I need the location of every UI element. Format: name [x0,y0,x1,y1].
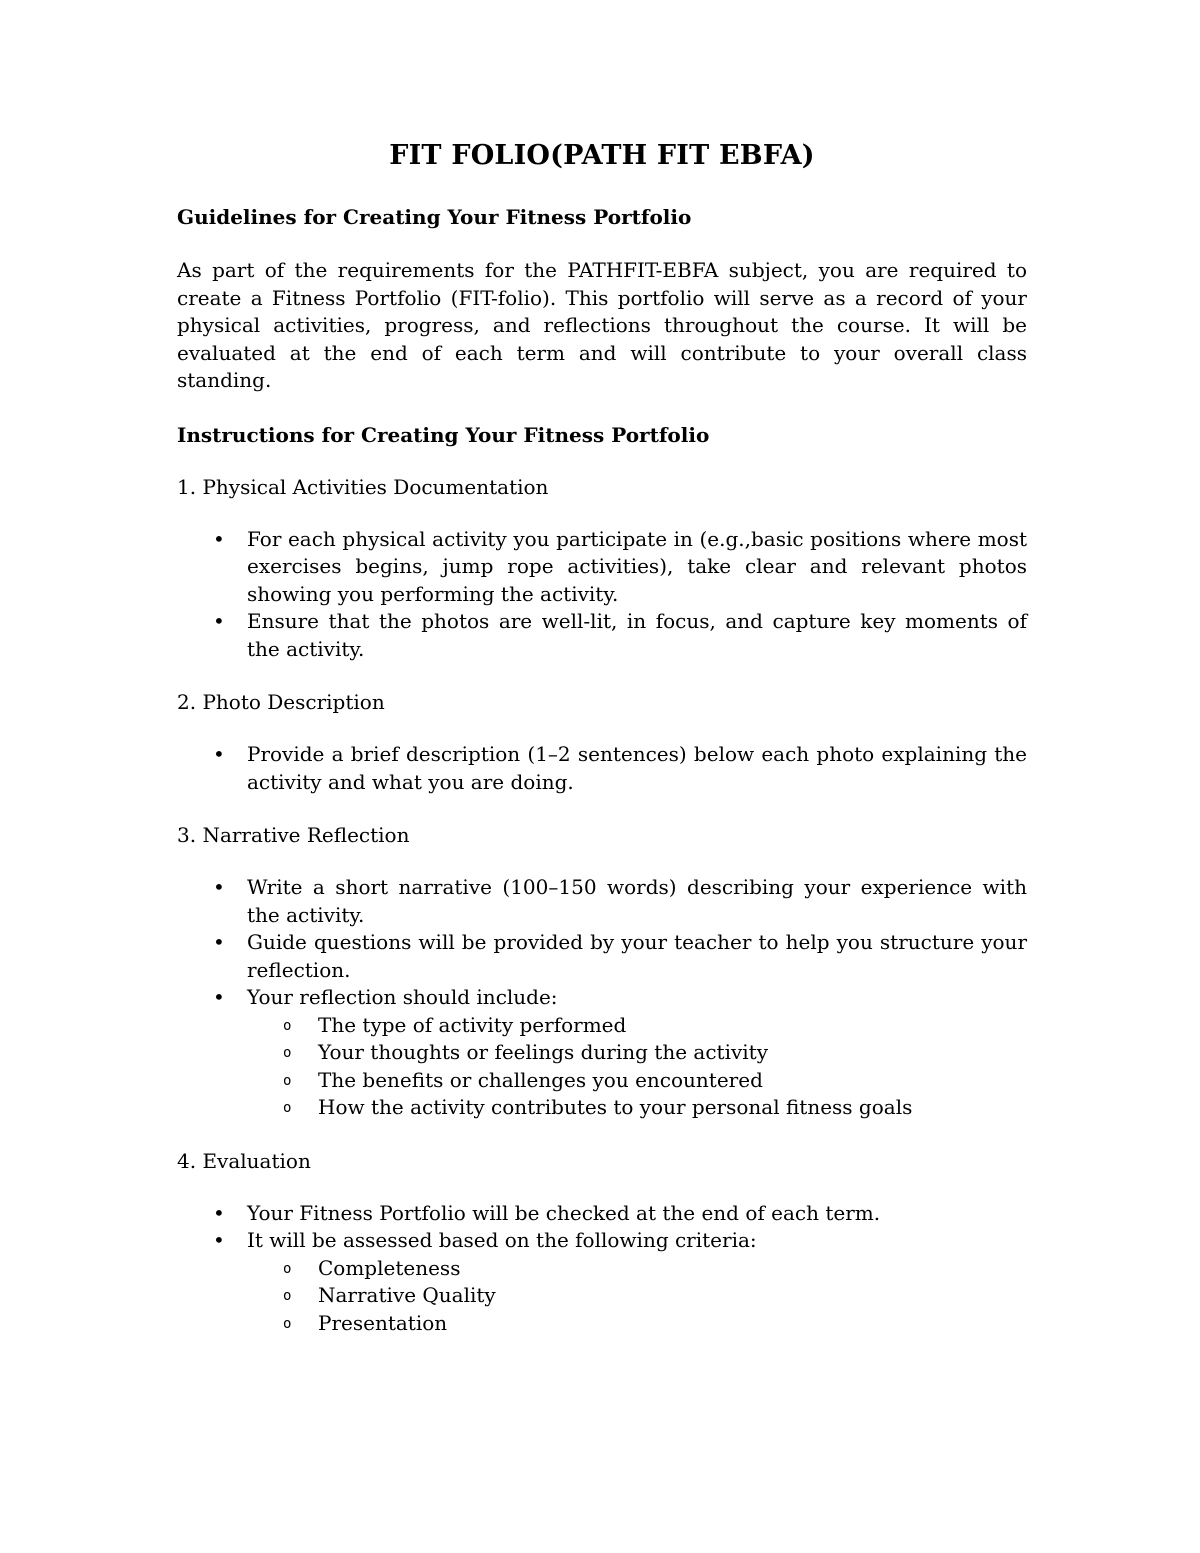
bullet-icon: • [213,1200,225,1225]
list-item [177,608,1027,663]
list-item [177,1227,1027,1337]
circle-bullet-icon: o [283,1315,292,1332]
document-page [177,140,1027,1364]
intro-paragraph: As part of the requirements for the PATHFIT-EBFA subject, you are required to create a Fitness Portfolio (FIT-folio). This portfolio will serve as a record of your physical activities, progress, and reflections throughout the course. It will be evaluated at the end of each term and will contribute to your overall class standing. [177,258,1027,392]
circle-bullet-icon: o [283,1017,292,1034]
bullet-list [177,741,1027,796]
list-item-text: For each physical activity you participate in (e.g.,basic positions where most exercises begins, jump rope activities), take clear and relevant photos showing you performing the activity. [247,526,1027,606]
sub-list-item [177,1282,1027,1310]
sub-list-item-text: The benefits or challenges you encountered [318,1067,763,1092]
bullet-list [177,1200,1027,1338]
sub-list-item [177,1094,1027,1122]
sub-list-item-text: Your thoughts or feelings during the activity [318,1040,768,1064]
circle-bullet-icon: o [283,1100,292,1116]
sub-list-item [177,1255,1027,1283]
circle-bullet-icon: o [283,1045,292,1061]
list-item [177,929,1027,984]
circle-bullet-icon: o [283,1072,292,1089]
list-item-text: Your reflection should include: [247,985,558,1009]
sub-list-item-text: The type of activity performed [318,1012,627,1037]
list-item-text: It will be assessed based on the following criteria: [247,1228,757,1252]
bullet-icon: • [213,526,225,551]
section-title: 2. Photo Description [177,690,385,714]
sub-list-item-text: Completeness [318,1255,461,1280]
list-item [177,984,1027,1122]
sub-list-item [177,1012,1027,1040]
section-title: 3. Narrative Reflection [177,823,410,847]
list-item-text: Write a short narrative (100–150 words) describing your experience with the activity. [247,875,1027,927]
list-item-text: Ensure that the photos are well-lit, in focus, and capture key moments of the activity. [247,609,1027,661]
list-item-text: Your Fitness Portfolio will be checked at the end of each term. [247,1200,881,1225]
document-title: FIT FOLIO(PATH FIT EBFA) [389,140,815,171]
circle-bullet-icon: o [283,1288,292,1304]
bullet-icon: • [213,875,225,899]
bullet-icon: • [213,742,225,766]
sub-list-item-text: Narrative Quality [318,1283,496,1307]
bullet-icon: • [213,609,225,633]
sub-list-item [177,1039,1027,1067]
section-title: 1. Physical Activities Documentation [177,474,549,499]
section-narrative-reflection [177,823,1027,1122]
bullet-list [177,874,1027,1122]
section-title: 4. Evaluation [177,1148,311,1173]
section-evaluation [177,1149,1027,1338]
sub-list-item [177,1310,1027,1338]
instructions-heading: Instructions for Creating Your Fitness Portfolio [177,422,710,447]
list-item [177,1200,1027,1228]
list-item [177,874,1027,929]
sub-list-item-text: How the activity contributes to your personal fitness goals [318,1095,913,1119]
bullet-icon: • [213,985,225,1009]
section-physical-activities [177,475,1027,664]
circle-bullet-icon: o [283,1260,292,1277]
section-photo-description [177,690,1027,796]
guidelines-heading: Guidelines for Creating Your Fitness Portfolio [177,205,692,229]
sub-bullet-list [247,1255,1027,1338]
sub-list-item-text: Presentation [318,1310,448,1335]
sub-bullet-list [247,1012,1027,1122]
list-item [177,526,1027,609]
bullet-icon: • [213,930,225,954]
list-item [177,741,1027,796]
list-item-text: Guide questions will be provided by your teacher to help you structure your reflection. [247,930,1027,982]
bullet-icon: • [213,1228,225,1252]
list-item-text: Provide a brief description (1–2 sentences) below each photo explaining the activity and what you are doing. [247,742,1027,794]
bullet-list [177,526,1027,664]
sub-list-item [177,1067,1027,1095]
